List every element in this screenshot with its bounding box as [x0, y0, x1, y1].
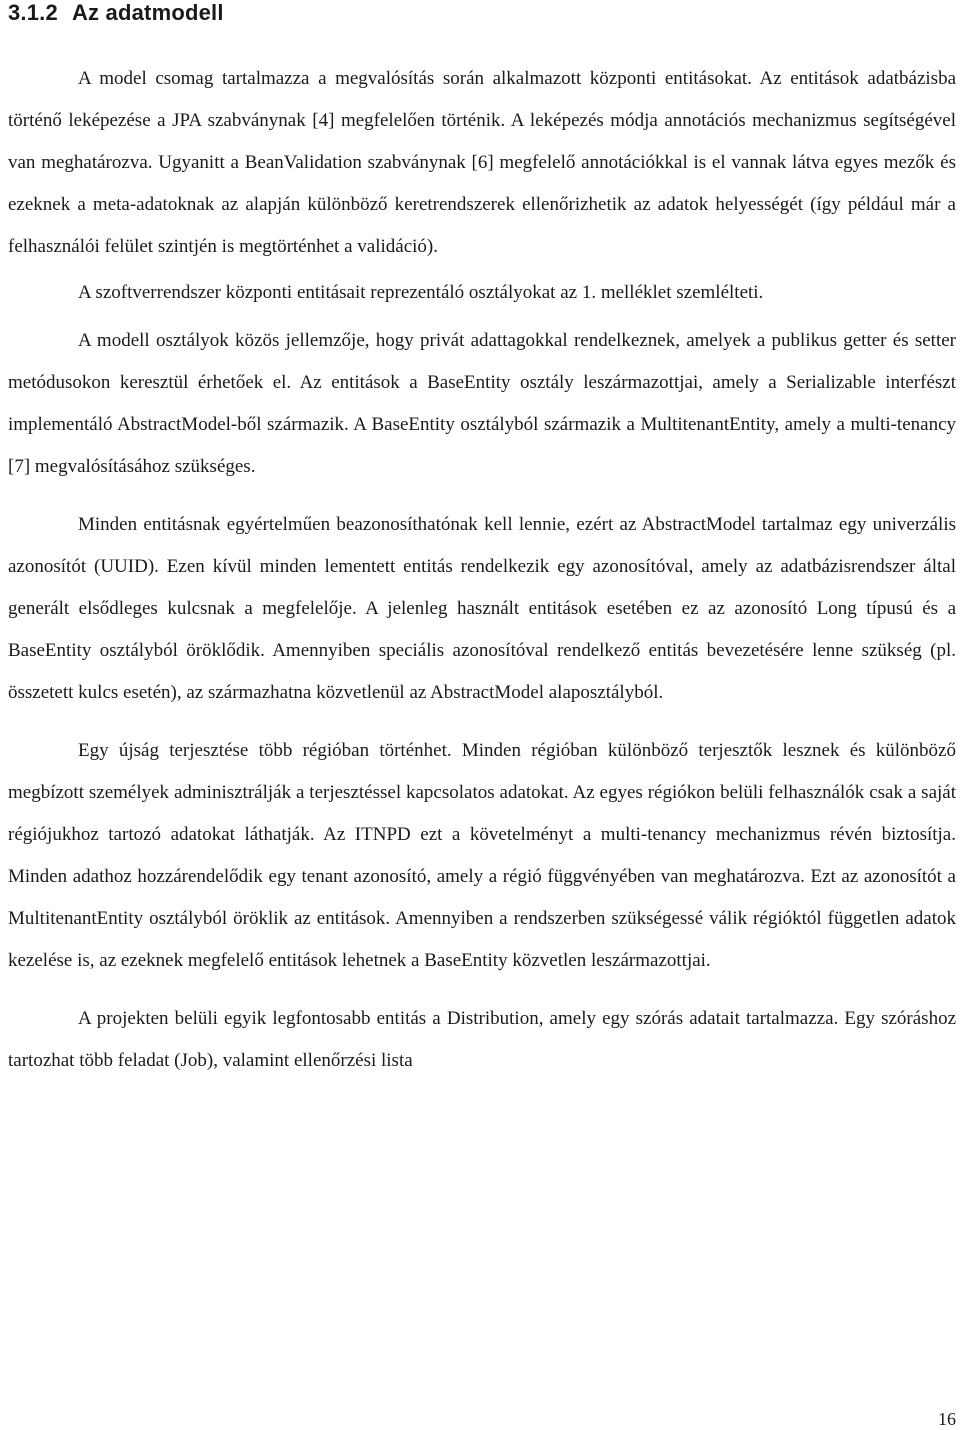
paragraph-model-classes: A modell osztályok közös jellemzője, hogy privát adattagokkal rendelkeznek, amelyek a publikus getter és setter metódusokon keresztül érhetőek el. Az entitások a BaseEntity osztály leszármazottjai, amely a Serializable interfészt implementáló AbstractModel-ből származik. A BaseEntity osztályból származik a MultitenantEntity, amely a multi-tenancy [7] megvalósításához szükséges. [8, 330, 956, 477]
paragraph-multi-tenancy: Egy újság terjesztése több régióban történhet. Minden régióban különböző terjesztők lesznek és különböző megbízott személyek adminisztrálják a terjesztéssel kapcsolatos adatokat. Az egyes régiókon belüli felhasználók csak a saját régiójukhoz tartozó adatokat láthatják. Az ITNPD ezt a követelményt a multi-tenancy mechanizmus révén biztosítja. Minden adathoz hozzárendelődik egy tenant azonosító, amely a régió függvényében van meghatározva. Ezt az azonosítót a MultitenantEntity osztályból öröklik az entitások. Amennyiben a rendszerben szükségessé válik régióktól független adatok kezelése is, az ezeknek megfelelő entitások lehetnek a BaseEntity közvetlen leszármazottjai. [8, 740, 956, 971]
section-title: Az adatmodell [71, 0, 224, 25]
page-number: 16 [938, 1409, 956, 1429]
document-page [8, 0, 956, 1082]
section-heading [8, 0, 956, 26]
paragraph-model-package: A model csomag tartalmazza a megvalósítás során alkalmazott központi entitásokat. Az entitások adatbázisba történő leképezése a JPA szabványnak [4] megfelelően történik. A leképezés módja annotációs mechanizmus segítségével van meghatározva. Ugyanitt a BeanValidation szabványnak [6] megfelelő annotációkkal is el vannak látva egyes mezők és ezeknek a meta-adatoknak az alapján különböző keretrendszerek ellenőrizhetik az adatok helyességét (így például már a felhasználói felület szintjén is megtörténhet a validáció). [8, 68, 956, 257]
paragraph-identifiers: Minden entitásnak egyértelműen beazonosíthatónak kell lennie, ezért az AbstractModel tartalmaz egy univerzális azonosítót (UUID). Ezen kívül minden lementett entitás rendelkezik egy azonosítóval, amely az adatbázisrendszer által generált elsődleges kulcsnak a megfelelője. A jelenleg használt entitások esetében ez az azonosító Long típusú és a BaseEntity osztályból öröklődik. Amennyiben speciális azonosítóval rendelkező entitás bevezetésére lenne szükség (pl. összetett kulcs esetén), az származhatna közvetlenül az AbstractModel alaposztályból. [8, 514, 956, 703]
paragraph-distribution: A projekten belüli egyik legfontosabb entitás a Distribution, amely egy szórás adatait tartalmazza. Egy szóráshoz tartozhat több feladat (Job), valamint ellenőrzési lista [8, 1008, 956, 1071]
section-number: 3.1.2 [8, 0, 58, 25]
paragraph-appendix-reference: A szoftverrendszer központi entitásait reprezentáló osztályokat az 1. melléklet szemlélteti. [78, 282, 764, 303]
